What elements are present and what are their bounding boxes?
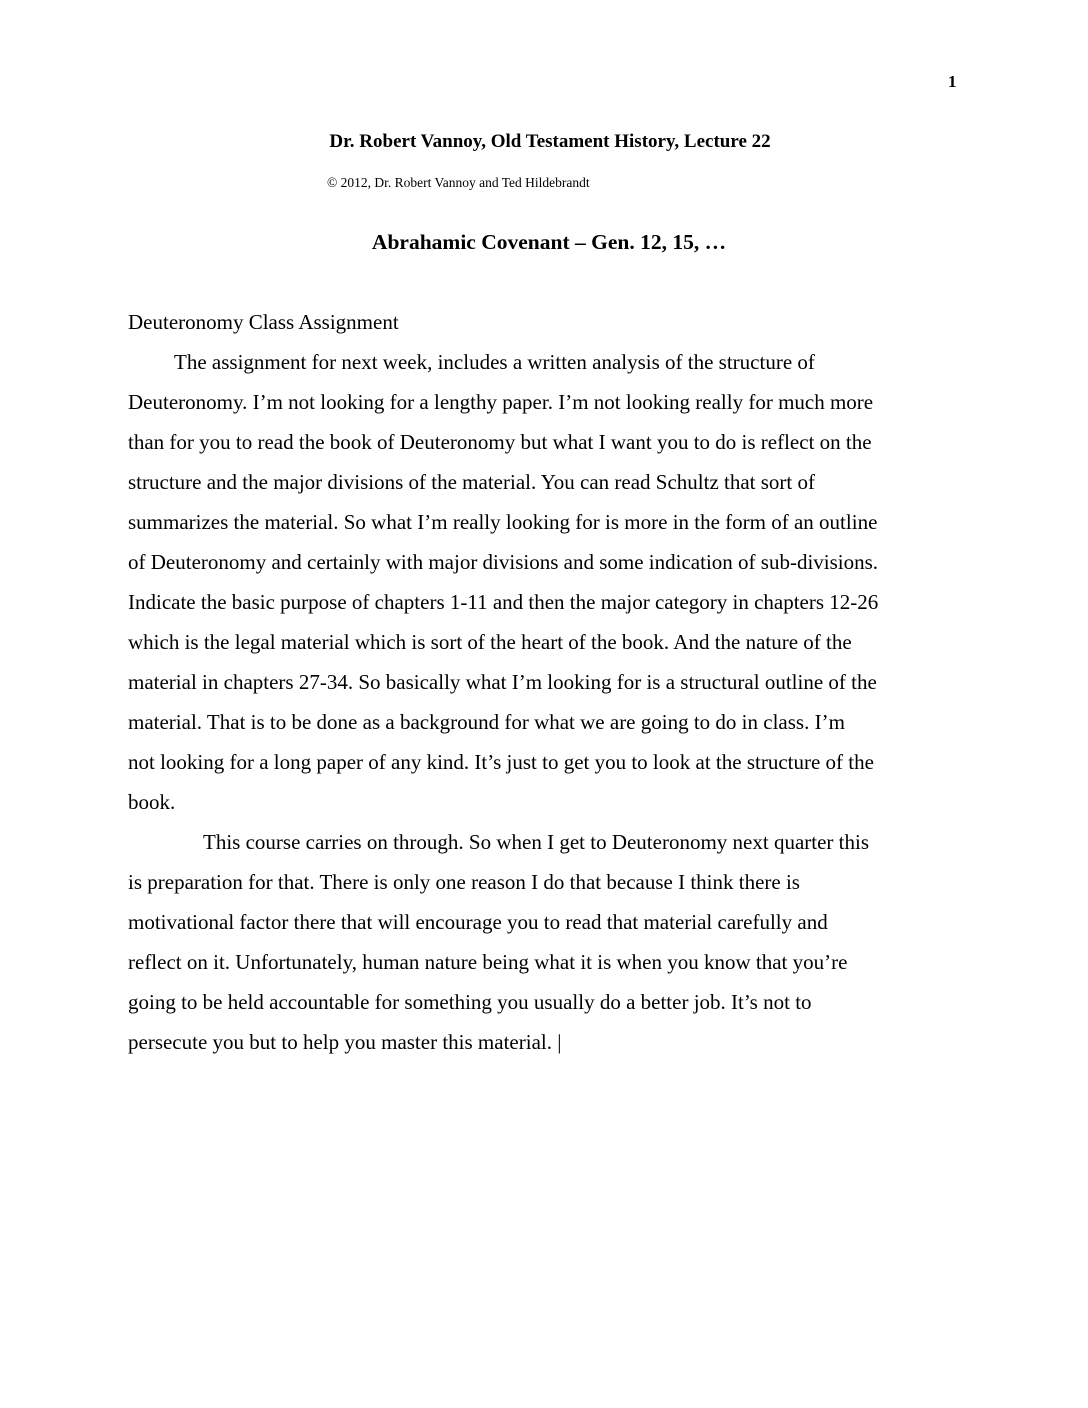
document-title: Dr. Robert Vannoy, Old Testament History, Lecture 22 <box>329 131 771 152</box>
section-title: Deuteronomy Class Assignment <box>128 310 399 334</box>
text-line: The assignment for next week, includes a written analysis of the structure of <box>174 350 815 374</box>
text-line: This course carries on through. So when I get to Deuteronomy next quarter this <box>203 830 870 854</box>
text-line: summarizes the material. So what I’m really looking for is more in the form of an outline <box>128 510 878 534</box>
text-line: going to be held accountable for something you usually do a better job. It’s not to <box>128 990 812 1014</box>
text-line: motivational factor there that will encourage you to read that material carefully and <box>128 910 828 934</box>
text-line: is preparation for that. There is only one reason I do that because I think there is <box>128 870 800 894</box>
text-line: reflect on it. Unfortunately, human nature being what it is when you know that you’re <box>128 950 848 974</box>
text-line: than for you to read the book of Deuteronomy but what I want you to do is reflect on the <box>128 430 872 454</box>
text-line: not looking for a long paper of any kind. It’s just to get you to look at the structure of the <box>128 750 874 774</box>
text-line: Deuteronomy. I’m not looking for a lengthy paper. I’m not looking really for much more <box>128 390 874 414</box>
text-line: book. <box>128 790 176 814</box>
text-line: Indicate the basic purpose of chapters 1-11 and then the major category in chapters 12-26 <box>128 590 879 614</box>
text-line: persecute you but to help you master this material. | <box>128 1030 562 1054</box>
text-line: structure and the major divisions of the material. You can read Schultz that sort of <box>128 470 816 494</box>
text-line: which is the legal material which is sort of the heart of the book. And the nature of the <box>128 630 852 654</box>
lecture-heading: Abrahamic Covenant – Gen. 12, 15, … <box>371 230 727 254</box>
text-line: of Deuteronomy and certainly with major divisions and some indication of sub-divisions. <box>128 550 879 574</box>
page-number: 1 <box>948 72 957 91</box>
text-line: material in chapters 27-34. So basically what I’m looking for is a structural outline of the <box>128 670 877 694</box>
copyright-notice: © 2012, Dr. Robert Vannoy and Ted Hildebrandt <box>327 175 590 190</box>
text-line: material. That is to be done as a background for what we are going to do in class. I’m <box>128 710 845 734</box>
